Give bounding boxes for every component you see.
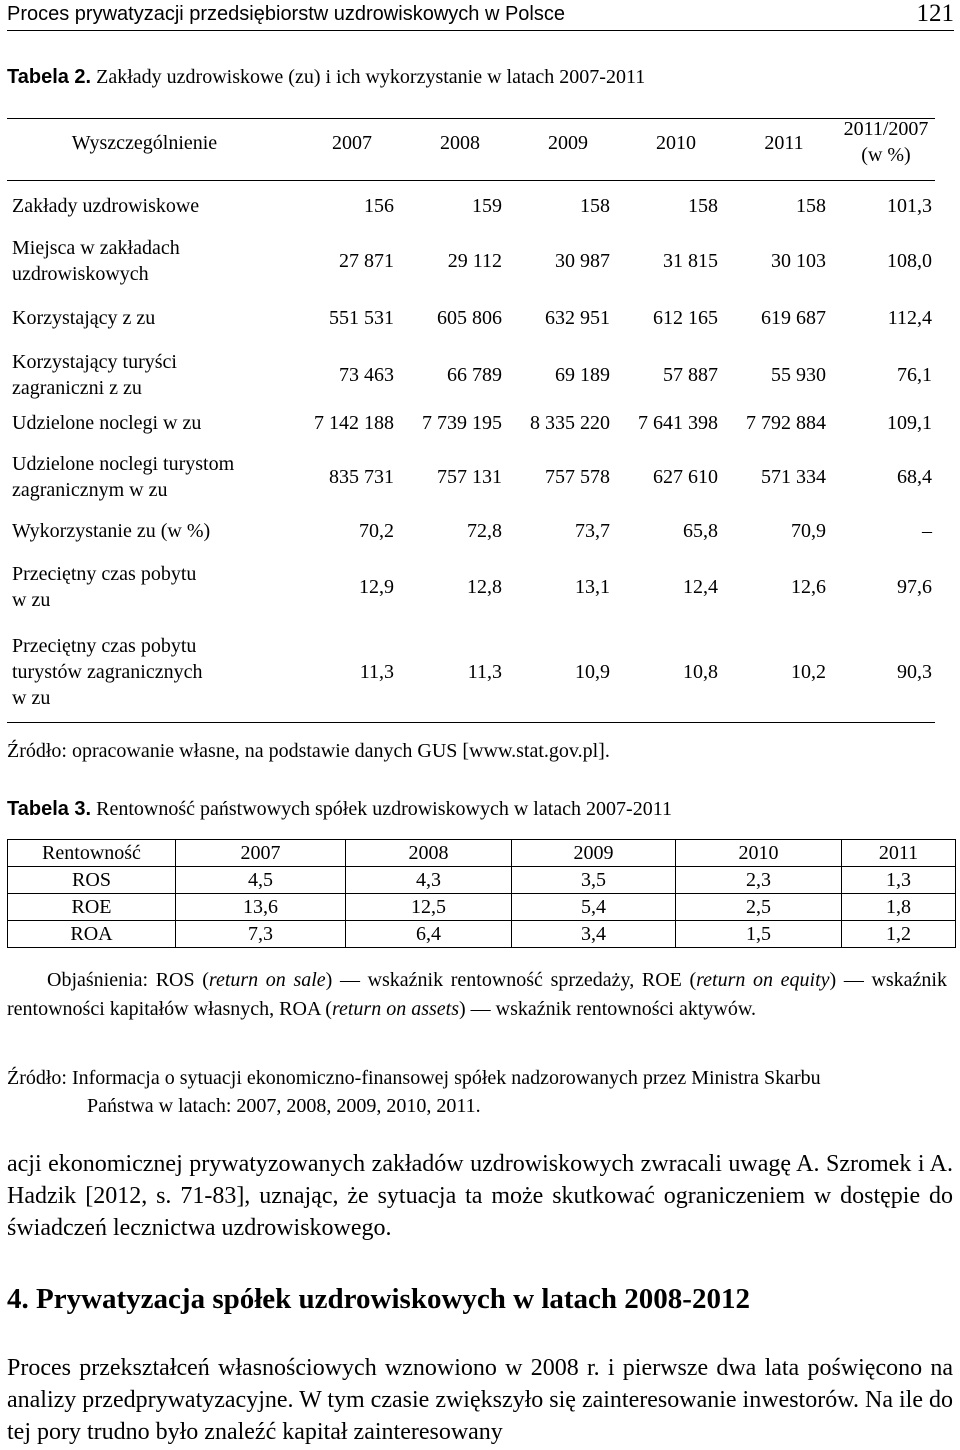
table2-cell: 757 131 [437,466,502,488]
table3-cell: 3,4 [512,921,676,948]
table2-row-label [12,633,202,711]
body-paragraph-1: acji ekonomicznej prywatyzowanych zakładów uzdrowiskowych zwracali uwagę A. Szromek i A. Hadzik [2012, s. 71-83], uznając, że sytuacja ta może skutkować ograniczeniem w dostępie do świadczeń lecznictwa uzdrowiskowego. [7,1151,953,1241]
table2-cell: 12,4 [683,576,718,598]
table2-cell: 612 165 [653,307,718,329]
table2-row-label-line: Wykorzystanie zu (w %) [12,520,211,542]
table2-cell: 57 887 [663,364,718,386]
table2-cell: 7 142 188 [314,412,394,434]
table2-row [7,512,935,550]
table2-cell: 158 [580,195,610,217]
table2-row-label-line: zagraniczni z zu [12,377,142,399]
note-term: return on assets [331,998,459,1020]
table2-row-label [12,235,180,287]
table2-row-label [12,518,210,544]
table3-cell: 12,5 [346,894,512,921]
table2-header-rule [7,180,935,181]
table2-cell: 12,9 [359,576,394,598]
section-heading: 4. Prywatyzacja spółek uzdrowiskowych w latach 2008-2012 [7,1283,750,1315]
table2-row-label-line: Korzystający z zu [12,307,156,329]
body-paragraph-2: Proces przekształceń własnościowych wznowiono w 2008 r. i pierwsze dwa lata poświęcono na analizy przedprywatyzacyjne. W tym czasie zwiększyło się zainteresowanie inwestorów. Na ile do tej pory trudno było znaleźć kapitał zainteresowany [7,1355,953,1445]
table2-col-header: Wyszczególnienie [71,132,218,154]
note-text: ) — wskaźnik rentowność sprzedaży, ROE ( [325,969,697,991]
table3-note [7,966,947,1024]
table2-row-label-line: uzdrowiskowych [12,263,149,285]
table2-cell: 10,2 [791,661,826,683]
table2-cell: 73,7 [575,520,610,542]
page-number: 121 [916,0,954,27]
table2-row [7,404,935,442]
table3-col-header: Rentowność [8,840,176,867]
table2-cell: 109,1 [887,412,932,434]
table2-col-header: 2010 [656,132,696,154]
table2-cell: 29 112 [447,250,502,272]
table2-cell: 551 531 [329,307,394,329]
table2-row [7,298,935,338]
table3-cell: 3,5 [512,867,676,894]
table2-row [7,446,935,508]
table2-col-header: 2011 [764,132,804,154]
table2-row-label-line: Przeciętny czas pobytu [12,563,197,585]
table3-cell: 1,8 [842,894,956,921]
table2-cell: 7 739 195 [422,412,502,434]
table2-cell: 571 334 [761,466,826,488]
table2-source: Źródło: opracowanie własne, na podstawie danych GUS [www.stat.gov.pl]. [7,740,610,762]
table2-cell: 69 189 [555,364,610,386]
table2-cell: 73 463 [339,364,394,386]
table2-cell: 30 987 [555,250,610,272]
table2-cell: 112,4 [887,307,932,329]
table2-cell: 757 578 [545,466,610,488]
table2-cell: 13,1 [575,576,610,598]
table2-cell: 65,8 [683,520,718,542]
table3-cell: 1,2 [842,921,956,948]
table2-cell: 159 [472,195,502,217]
table3-header-row [8,840,956,867]
table2-cell: 55 930 [771,364,826,386]
table2-cell: 70,9 [791,520,826,542]
table2-cell: 70,2 [359,520,394,542]
table2-cell: – [922,520,932,542]
table3-source-line1: Źródło: Informacja o sytuacji ekonomiczno-finansowej spółek nadzorowanych przez Ministra Skarbu [7,1067,821,1089]
table2-title: Zakłady uzdrowiskowe (zu) i ich wykorzystanie w latach 2007-2011 [96,66,646,88]
table3-col-header: 2008 [346,840,512,867]
table3-cell: 4,3 [346,867,512,894]
table2-col-header: 2009 [548,132,588,154]
table3-cell: 1,3 [842,867,956,894]
table2-cell: 8 335 220 [530,412,610,434]
table2-cell: 632 951 [545,307,610,329]
table3-title: Rentowność państwowych spółek uzdrowiskowych w latach 2007-2011 [96,798,672,820]
note-text: ) — wskaźnik rentowności kapitałów własnych, ROA ( [7,969,947,1020]
table2-cell: 605 806 [437,307,502,329]
table2-cell: 108,0 [887,250,932,272]
table3-cell: 1,5 [676,921,842,948]
table2-cell: 66 789 [447,364,502,386]
table3-cell: 7,3 [176,921,346,948]
table2-row-label [12,561,196,613]
table3-row-label: ROE [8,894,176,921]
table2-row-label-line: w zu [12,687,51,709]
table2-cell: 10,8 [683,661,718,683]
note-text: ) — wskaźnik rentowności aktywów. [459,998,756,1020]
running-header [7,0,954,31]
table3-row [8,894,956,921]
table3-row [8,921,956,948]
table2-header-row [7,118,935,178]
table2-row [7,344,935,406]
table2-cell: 7 792 884 [746,412,826,434]
table3-cell: 13,6 [176,894,346,921]
table2-col-header: 2007 [332,132,372,154]
table2-cell: 158 [796,195,826,217]
table3-col-header: 2009 [512,840,676,867]
table2-row [7,230,935,292]
table2-row [7,622,935,722]
table2-row-label-line: Korzystający turyści [12,351,177,373]
table3-label: Tabela 3. [7,798,92,820]
note-text: Objaśnienia: ROS ( [47,969,209,991]
table3-cell: 5,4 [512,894,676,921]
table2-cell: 72,8 [467,520,502,542]
table3-cell: 4,5 [176,867,346,894]
table3-source-line2: Państwa w latach: 2007, 2008, 2009, 2010, 2011. [87,1095,481,1117]
table2-row-label-line: Zakłady uzdrowiskowe [12,195,200,217]
table2-cell: 10,9 [575,661,610,683]
table2-cell: 31 815 [663,250,718,272]
table3-row-label: ROS [8,867,176,894]
table3-cell: 2,3 [676,867,842,894]
table3-row-label: ROA [8,921,176,948]
table2-cell: 12,6 [791,576,826,598]
table2-caption [7,66,645,89]
table2-cell: 30 103 [771,250,826,272]
table2-col-header: (w %) [861,144,911,166]
table2-cell: 97,6 [897,576,932,598]
table3-caption [7,798,672,821]
table2-row-label-line: Udzielone noclegi turystom [12,453,235,475]
table2-col-header: 2011/2007 [843,118,929,140]
table2-row [7,556,935,618]
table2-row-label-line: zagranicznym w zu [12,479,168,501]
table3-cell: 6,4 [346,921,512,948]
table2-cell: 90,3 [897,661,932,683]
table2-row-label-line: w zu [12,589,51,611]
running-title: Proces prywatyzacji przedsiębiorstw uzdrowiskowych w Polsce [7,3,565,25]
table2-cell: 835 731 [329,466,394,488]
table2-label: Tabela 2. [7,66,92,88]
table2-row-label [12,305,155,331]
table2-row-label [12,451,234,503]
table2-col-header: 2008 [440,132,480,154]
table2-cell: 11,3 [359,661,394,683]
table2-cell: 101,3 [887,195,932,217]
table2-row-label [12,349,177,401]
table2-row-label-line: turystów zagranicznych [12,661,203,683]
table3-col-header: 2010 [676,840,842,867]
table3 [7,839,956,948]
table3-source [7,1064,947,1120]
table2-cell: 76,1 [897,364,932,386]
table2-cell: 619 687 [761,307,826,329]
table2-row-label-line: Udzielone noclegi w zu [12,412,202,434]
table3-cell: 2,5 [676,894,842,921]
table2-cell: 627 610 [653,466,718,488]
table2-cell: 156 [364,195,394,217]
table3-row [8,867,956,894]
table2-row [7,186,935,226]
table2-cell: 11,3 [467,661,502,683]
table2-row-label-line: Przeciętny czas pobytu [12,635,197,657]
table2-cell: 158 [688,195,718,217]
table2-cell: 68,4 [897,466,932,488]
note-term: return on equity [696,969,830,991]
table2-cell: 7 641 398 [638,412,718,434]
table2-cell: 12,8 [467,576,502,598]
table3-col-header: 2007 [176,840,346,867]
table2-row-label [12,410,201,436]
table2-bottom-rule [7,722,935,723]
table2-cell: 27 871 [339,250,394,272]
note-term: return on sale [208,969,326,991]
table3-col-header: 2011 [842,840,956,867]
table2-row-label [12,193,199,219]
table2-row-label-line: Miejsca w zakładach [12,237,180,259]
